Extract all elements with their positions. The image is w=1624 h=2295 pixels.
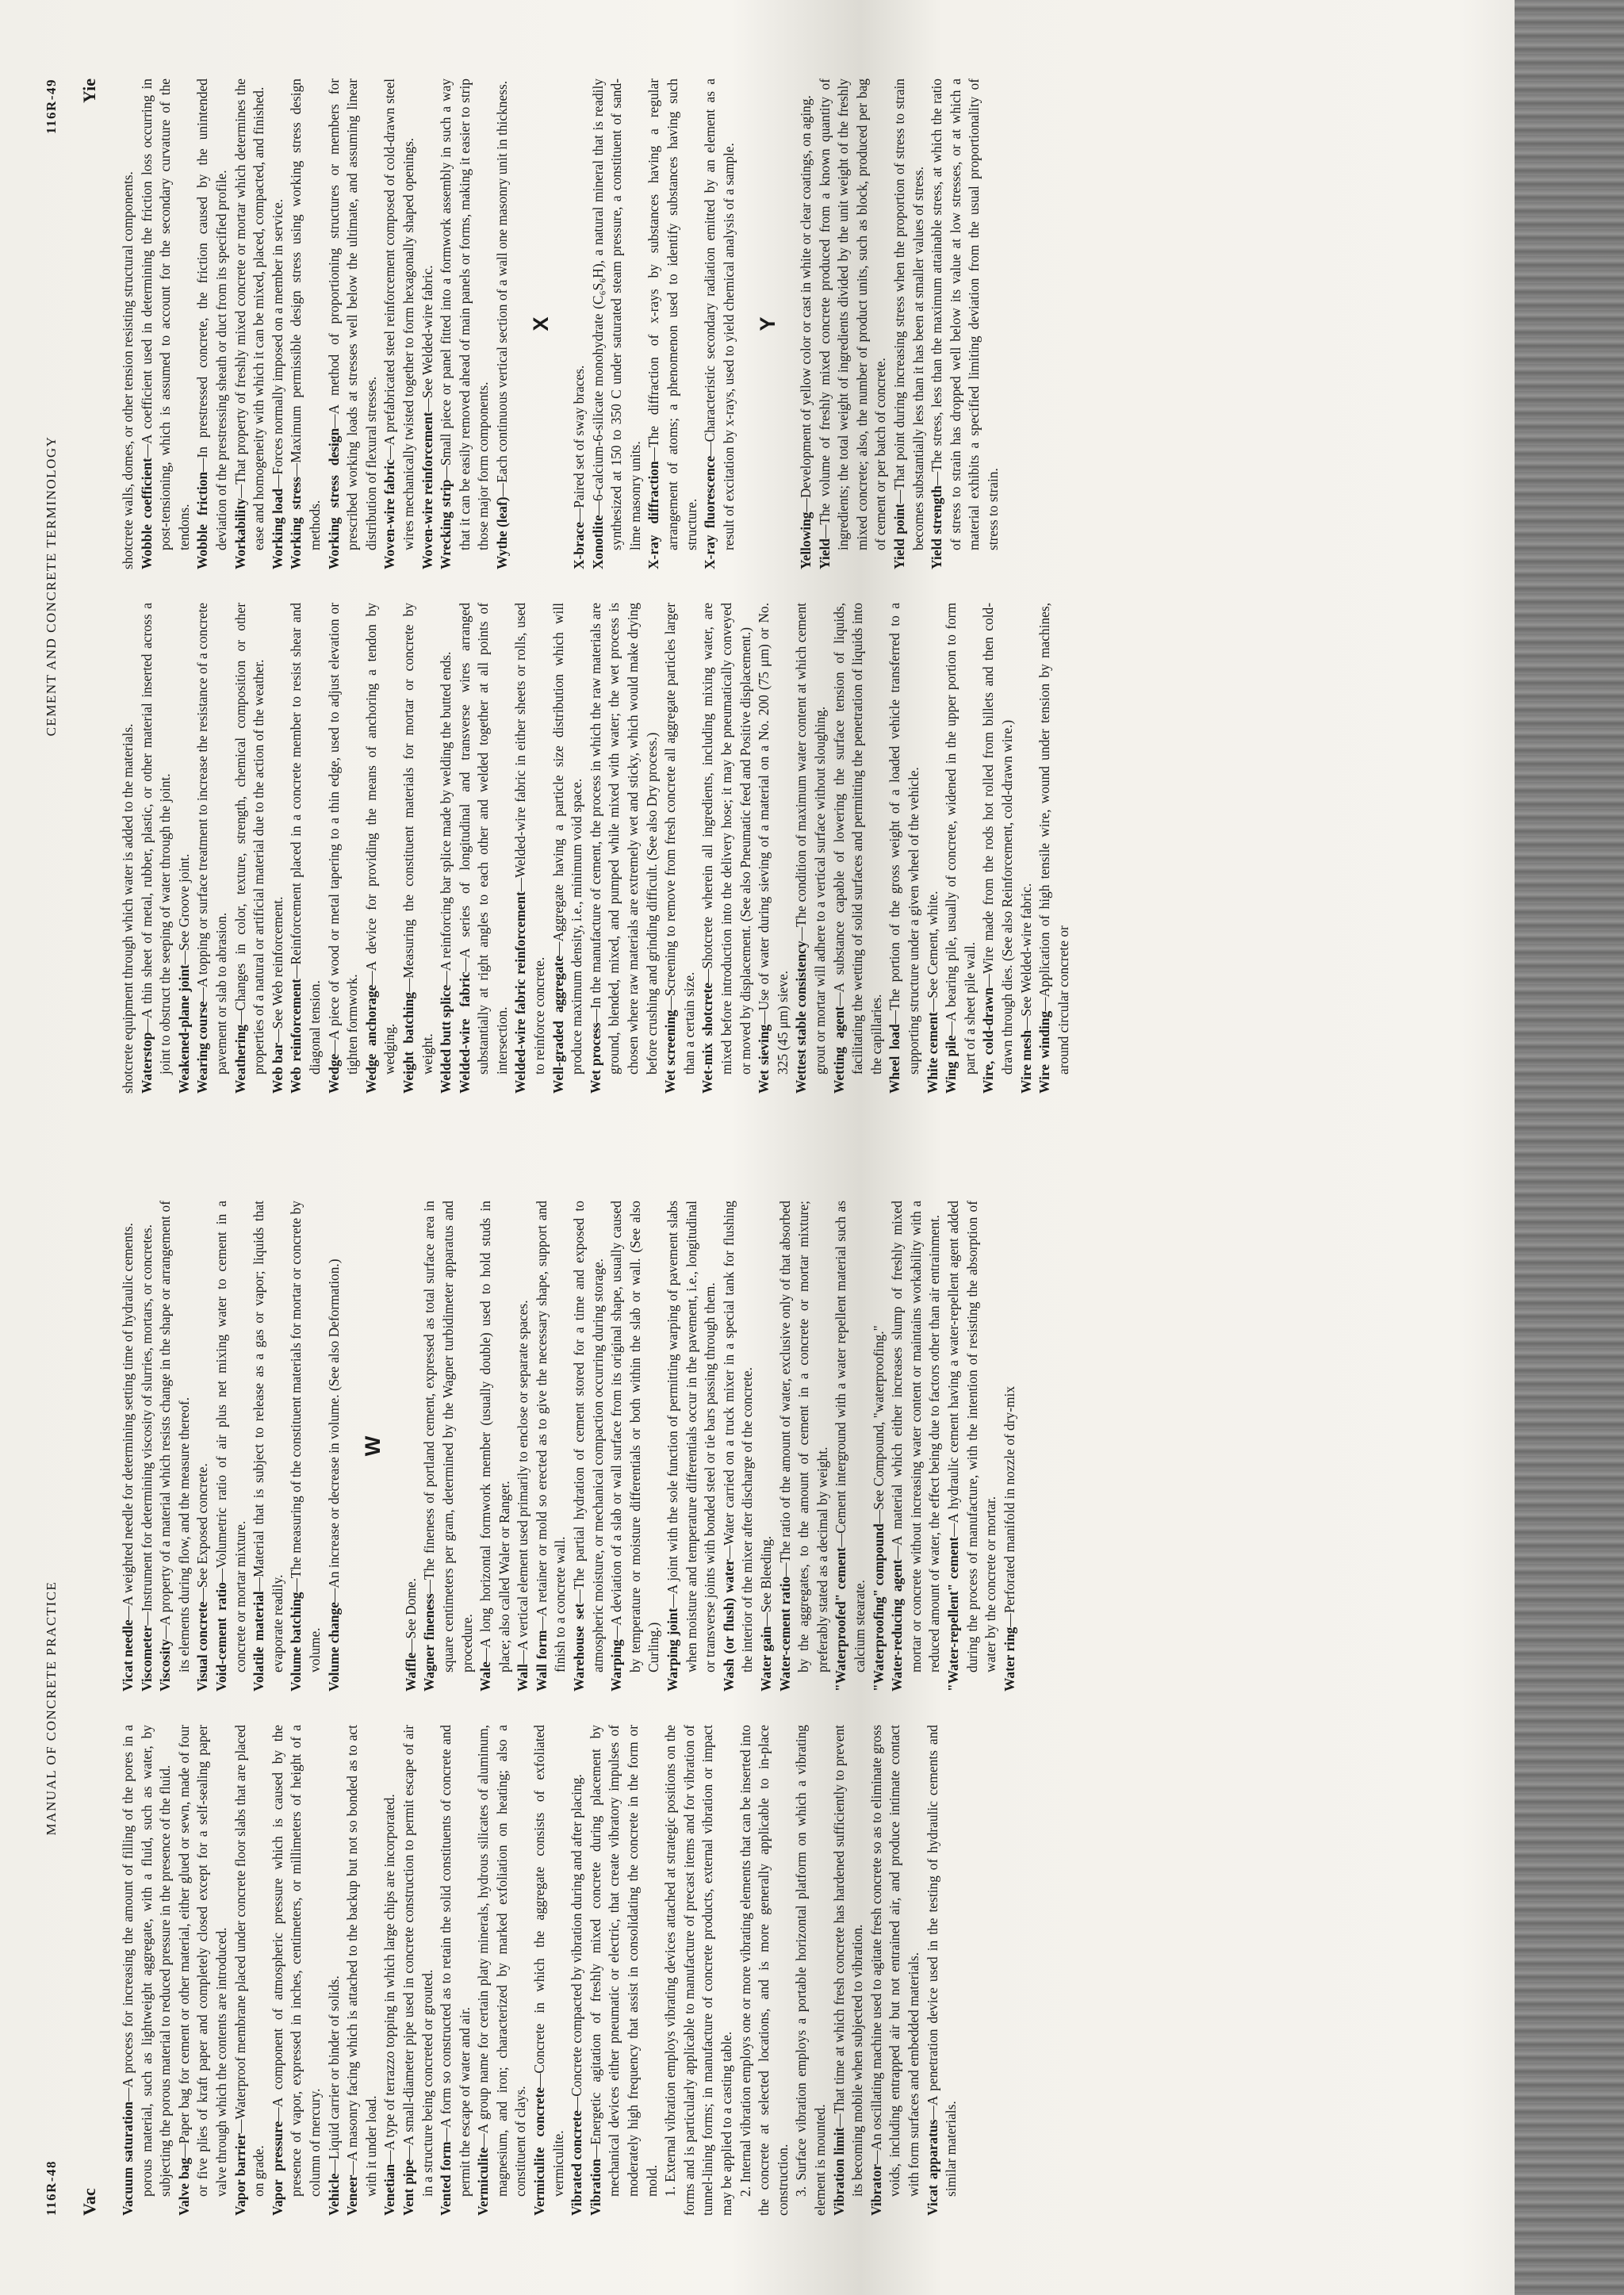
entry-definition: —A small-diameter pipe used in concrete construction to permit escape of air in a structure being concreted or grouted.	[400, 1725, 435, 2197]
glossary-entry	[514, 1201, 533, 1692]
entry-list	[119, 1201, 343, 1692]
running-head	[44, 1201, 67, 2216]
glossary-entry	[816, 79, 891, 569]
entry-term: Volatile material	[251, 1591, 267, 1692]
entry-term: Wrecking strip	[438, 479, 454, 569]
glossary-entry	[550, 603, 587, 1094]
entry-term: Weathering	[232, 1025, 248, 1094]
entry-definition: —Changes in color, texture, strength, chemical composition or other properties of a natural or artificial material due to the action of the weather.	[232, 603, 267, 1075]
entry-definition: —Aggregate having a particle size distribution which will produce maximum density, i.e., minimum void space.	[550, 603, 585, 1075]
entry-term: Water ring	[1001, 1626, 1017, 1692]
running-head	[44, 79, 67, 1094]
entry-term: Welded-wire fabric reinforcement	[512, 891, 529, 1094]
entry-term: Wettest stable consistency	[793, 941, 810, 1094]
numbered-subentry: 3. Surface vibration employs a portable horizontal platform on which a vibrating element is mounted.	[793, 1725, 828, 2216]
entry-definition: —In prestressed concrete, the friction caused by the unintended deviation of the prestressing sheath or duct from its specified profile.	[194, 79, 229, 550]
entry-term: Wagner fineness	[421, 1593, 438, 1692]
glossary-entry	[325, 603, 362, 1094]
entry-term: Workability	[232, 498, 248, 569]
entry-list	[138, 79, 512, 569]
entry-definition: —Perforated manifold in nozzle of dry-mix	[1001, 1385, 1017, 1627]
entry-definition: —Screening to remove from fresh concrete all aggregate particles larger than a certain size.	[662, 603, 697, 1075]
entry-definition: —Energetic agitation of freshly mixed concrete during placement by mechanical devices either pneumatic or electric, that create vibratory impulses of moderately high frequency that assist in consolidating the concrete in the form or mold.	[587, 1725, 660, 2197]
glossary-entry	[477, 1201, 514, 1692]
entry-definition: —Wire made from the rods hot rolled from billets and then cold-drawn through dies. (See also Reinforcement, cold-drawn wire.)	[980, 603, 1015, 1075]
entry-definition: —Paper bag for cement or other material, either glued or sewn, made of four or five plies of kraft paper and completely closed except for a self-sealing paper valve through which the contents are introduced.	[175, 1725, 229, 2197]
glossary-entry	[343, 1725, 381, 2216]
entry-definition: —See Cement, white.	[924, 891, 940, 1013]
section-letter-x: X	[529, 316, 553, 331]
glossary-entry	[325, 1725, 344, 2216]
glossary-entry	[213, 1201, 250, 1692]
left-page	[0, 1153, 1507, 2263]
entry-definition: —Instrument for determining viscosity of slurries, mortars, or concretes.	[138, 1224, 155, 1626]
glossary-entry	[891, 79, 928, 569]
entry-term: Wetting agent	[830, 1006, 847, 1094]
glossary-entry	[400, 1725, 437, 2216]
entry-term: Veneer	[344, 2174, 361, 2216]
entry-definition: —The portion of the gross weight of a loaded vehicle transferred to a supporting structure under a given wheel of the vehicle.	[887, 603, 921, 1075]
entry-term: Web bar	[269, 1042, 285, 1094]
glossary-entry	[570, 1201, 607, 1692]
entry-definition: —A bearing pile, usually of concrete, widened in the upper portion to form part of a sheet pile wall.	[943, 603, 978, 1075]
entry-definition: —An increase or decrease in volume. (See also Deformation.)	[325, 1259, 342, 1603]
entry-definition: —An oscillating machine used to agitate fresh concrete so as to eliminate gross voids, including entrapped air but not entrained air, and produce intimate contact with form surfaces and embedded materials.	[868, 1725, 921, 2197]
entry-definition: —Paired set of sway braces.	[571, 365, 588, 523]
entry-definition: —A device for providing the means of anchoring a tendon by wedging.	[362, 603, 398, 1075]
entry-definition: —Cement interground with a water repellent material such as calcium stearate.	[833, 1201, 868, 1672]
numbered-subentry: 2. Internal vibration employs one or more vibrating elements that can be inserted into the concrete at selected locations, and is more generally applicable to in-place construction.	[737, 1725, 791, 2216]
glossary-entry	[792, 603, 829, 1094]
glossary-entry	[924, 1725, 961, 2216]
glossary-entry	[437, 79, 493, 569]
entry-term: White cement	[924, 1012, 940, 1094]
glossary-entry	[269, 1725, 325, 2216]
entry-definition: —A coefficient used in determining the friction loss occurring in post-tensioning, which is assumed to account for the secondary curvature of the tendons.	[138, 79, 192, 550]
entry-definition: —Each continuous vertical section of a wall one masonry unit in thickness.	[493, 80, 510, 497]
entry-definition: —A reinforcing bar splice made by welding the butted ends.	[438, 651, 454, 985]
entry-definition: —Measuring the constituent materials for mortar or concrete by weight.	[400, 603, 435, 1075]
glossary-entry	[232, 1725, 269, 2216]
entry-term: X-brace	[571, 522, 588, 569]
entry-term: Viscosity	[157, 1638, 174, 1692]
entry-term: Volume batching	[288, 1592, 304, 1692]
glossary-entry	[381, 1725, 400, 2216]
entry-term: Waterstop	[138, 1032, 155, 1094]
glossary-entry	[119, 1201, 138, 1692]
glossary-entry	[979, 603, 1017, 1094]
glossary-entry	[493, 79, 512, 569]
glossary-entry	[511, 603, 549, 1094]
glossary-entry	[402, 1201, 421, 1692]
section-letter-w: W	[361, 1435, 385, 1457]
glossary-entry	[699, 603, 755, 1094]
entry-definition: —Volumetric ratio of air plus net mixing water to cement in a concrete or mortar mixture.	[213, 1201, 248, 1672]
entry-definition: —See Compound, "waterproofing."	[870, 1325, 887, 1524]
entry-term: Well-graded aggregate	[550, 955, 566, 1094]
entry-definition: —Application of high tensile wire, wound under tension by machines, around circular concrete or	[1036, 603, 1071, 1075]
glossary-entry	[888, 1201, 944, 1692]
entry-term: Weight batching	[400, 992, 416, 1094]
entry-term: Woven-wire reinforcement	[419, 412, 435, 569]
glossary-entry	[832, 1201, 869, 1692]
entry-term: Vacuum saturation	[120, 2102, 136, 2216]
glossary-entry	[325, 1201, 344, 1692]
glossary-entry	[474, 1725, 530, 2216]
entry-definition: —Waterproof membrane placed under concrete floor slabs that are placed on grade.	[232, 1725, 267, 2197]
entry-term: Wash (or flush) water	[720, 1559, 737, 1692]
entry-term: Wire mesh	[1017, 1029, 1034, 1094]
entry-term: Vehicle	[325, 2173, 342, 2216]
entry-definition: —A process for increasing the amount of filling of the pores in a porous material, such as lightweight aggregate, with a fluid, such as water, by subjecting the porous material to reduced pressure in the presence of the fluid.	[120, 1725, 174, 2197]
entry-term: Vibrated concrete	[569, 2110, 585, 2216]
entry-term: Working stress	[288, 477, 304, 569]
section-letter-y: Y	[756, 316, 780, 331]
glossary-entry	[645, 79, 701, 569]
glossary-entry	[720, 1201, 757, 1692]
entry-definition: —Small piece or panel fitted into a formwork assembly in such a way that it can be easily removed ahead of main panels or forms, making it easier to strip those major form components.	[438, 79, 492, 550]
entry-term: Water-cement ratio	[776, 1576, 793, 1692]
entry-list	[570, 79, 738, 569]
entry-term: Working stress design	[325, 427, 342, 569]
entry-definition: —The ratio of the amount of water, exclusive only of that absorbed by the aggregates, to the amount of cement in a concrete or mortar mixture; preferably stated as a decimal by weight.	[776, 1201, 830, 1672]
glossary-entry	[530, 1725, 568, 2216]
glossary-entry	[138, 79, 194, 569]
glossary-entry	[1001, 1201, 1020, 1692]
glossary-entry	[287, 79, 324, 569]
entry-term: Wall form	[533, 1630, 550, 1692]
entry-term: Warehouse set	[571, 1603, 588, 1692]
entry-term: Vermiculite	[475, 2147, 492, 2216]
entry-term: Yield strength	[929, 485, 945, 569]
entry-definition: —Characteristic secondary radiation emitted by an element as a result of excitation by x-rays, used to yield chemical analysis of a sample.	[702, 79, 737, 550]
entry-definition: —A component of atmospheric pressure which is caused by the presence of vapor, expressed in inches, centimeters, or millimeters of height of a column of mercury.	[269, 1725, 323, 2197]
entry-definition: —The condition of maximum water content at which cement grout or mortar will adhere to a vertical surface without sloughing.	[793, 603, 828, 1075]
glossary-entry	[587, 603, 661, 1094]
glossary-entry	[437, 1725, 474, 2216]
glossary-entry	[420, 1201, 477, 1692]
glossary-entry	[287, 1201, 324, 1692]
entry-term: Yellowing	[798, 511, 814, 569]
entry-term: X-ray fluorescence	[702, 455, 718, 569]
glossary-entry	[568, 1725, 587, 2216]
entry-definition: —A long horizontal formwork member (usually double) used to hold studs in place; also called Waler or Ranger.	[477, 1201, 512, 1672]
entry-definition: —Welded-wire fabric in either sheets or rolls, used to reinforce concrete.	[512, 603, 548, 1075]
glossary-entry	[269, 79, 288, 569]
glossary-entry	[533, 1201, 570, 1692]
glossary-entry	[1036, 603, 1073, 1094]
entry-definition: —The diffraction of x-rays by substances having a regular arrangement of atoms; a phenomenon used to identify substances having such structure.	[645, 79, 699, 550]
glossary-entry	[587, 1725, 661, 2216]
glossary-entry	[419, 79, 438, 569]
entry-term: Water gain	[758, 1626, 774, 1692]
glossary-entry	[776, 1201, 833, 1692]
glossary-entry	[119, 1725, 175, 2216]
glossary-entry	[868, 1725, 924, 2216]
entry-term: Vermiculite concrete	[531, 2087, 548, 2216]
entry-definition: —A penetration device used in the testing of hydraulic cements and similar materials.	[924, 1725, 959, 2197]
entry-definition: —A vertical element used primarily to enclose or separate spaces.	[515, 1300, 531, 1665]
entry-term: Viscometer	[138, 1625, 155, 1692]
entry-term: Web reinforcement	[288, 979, 304, 1094]
entry-definition: —The measuring of the constituent materials for mortar or concrete by volume.	[288, 1201, 323, 1672]
entry-term: "Waterproofed" cement	[833, 1547, 849, 1692]
glossary-entry	[381, 79, 418, 569]
entry-term: Warping joint	[665, 1607, 681, 1692]
entry-term: Wall	[515, 1664, 531, 1692]
glossary-entry	[193, 1201, 213, 1692]
entry-definition: —A hydraulic cement having a water-repellent agent added during the process of manufacture, with the intention of resisting the absorption of water by the concrete or mortar.	[944, 1201, 999, 1672]
entry-term: Warping	[608, 1639, 625, 1692]
page-folio: 116R-49	[44, 79, 59, 134]
entry-definition: —A prefabricated steel reinforcement composed of cold-drawn steel wires mechanically twisted together to form hexagonally shaped openings.	[381, 79, 416, 550]
entry-term: Wire, cold-drawn	[980, 987, 997, 1094]
entry-definition: —Water carried on a truck mixer in a special tank for flushing the interior of the mixer after discharge of the concrete.	[720, 1201, 756, 1672]
entry-list	[138, 603, 1074, 1094]
glossary-entry	[138, 603, 175, 1094]
entry-definition: —A material which either increases slump of freshly mixed mortar or concrete without increasing water content or maintains workability with a reduced amount of water, the effect being due to factors other than air entrainment.	[889, 1201, 943, 1672]
entry-definition: —6-calcium-6-silicate monohydrate (C₆S₆H), a natural mineral that is readily synthesized at 150 to 350 C under saturated steam pressure, a constituent of sand-lime masonry units.	[589, 79, 643, 550]
entry-term: Welded butt splice	[438, 984, 454, 1094]
numbered-subentry: 1. External vibration employs vibrating devices attached at strategic positions on the forms and is particularly applicable to manufacture of precast items and for vibration of tunnel-lining forms; in manufacture of concrete products, external vibration or impact may be applied to a casting table.	[662, 1725, 734, 2216]
entry-term: Vibrator	[868, 2163, 884, 2216]
glossary-entry	[886, 603, 923, 1094]
glossary-entry	[400, 603, 437, 1094]
entry-term: Yield point	[891, 504, 907, 569]
glossary-entry	[942, 603, 979, 1094]
glossary-entry	[755, 603, 792, 1094]
glossary-entry	[232, 79, 269, 569]
glossary-entry	[830, 603, 887, 1094]
running-title: CEMENT AND CONCRETE TERMINOLOGY	[44, 435, 59, 737]
entry-definition: —A weighted needle for determining setting time of hydraulic cements.	[120, 1223, 136, 1620]
glossary-entry	[325, 79, 381, 569]
glossary-entry	[1017, 603, 1036, 1094]
entry-definition: —See Bleeding.	[758, 1535, 774, 1626]
glossary-entry	[870, 1201, 889, 1692]
column-2	[119, 1201, 1483, 1692]
glossary-entry	[701, 79, 738, 569]
entry-definition: —The fineness of portland cement, expressed as total surface area in square centimeters per gram, determined by the Wagner turbidimeter apparatus and procedure.	[421, 1201, 475, 1672]
entry-list	[402, 1201, 1020, 1692]
entry-definition: —A deviation of a slab or wall surface from its original shape, usually caused by temperature or moisture differentials or both within the slab or wall. (See also Curling.)	[608, 1201, 662, 1672]
glossary-entry	[287, 603, 324, 1094]
entry-definition: —Forces normally imposed on a member in service.	[269, 198, 285, 489]
glossary-entry	[570, 79, 589, 569]
entry-term: "Water-repellent" cement	[944, 1537, 961, 1692]
text-columns	[119, 1201, 1483, 2216]
entry-definition: —See Exposed concrete.	[194, 1463, 211, 1602]
entry-list	[119, 1725, 661, 2216]
entry-term: Vicat needle	[120, 1619, 136, 1692]
glossary-entry	[437, 603, 456, 1094]
entry-definition: —See Web reinforcement.	[269, 896, 285, 1043]
glossary-entry	[175, 1725, 232, 2216]
entry-definition: —A retainer or mold so erected as to give the necessary shape, support and finish to a concrete wall.	[533, 1201, 569, 1672]
glossary-entry	[232, 603, 269, 1094]
glossary-entry	[589, 79, 645, 569]
continued-text: shotcrete walls, domes, or other tension resisting structural components.	[120, 171, 136, 569]
continued-text: shotcrete equipment through which water is added to the materials.	[120, 723, 136, 1094]
entry-term: Yield	[816, 538, 833, 569]
entry-definition: —Use of water during sieving of a material on a No. 200 (75 μm) or No. 325 (45 μm) sieve.	[756, 603, 791, 1075]
page-folio: 116R-48	[44, 2160, 59, 2216]
entry-definition: —A piece of wood or metal tapering to a thin edge, used to adjust elevation or tighten formwork.	[325, 603, 361, 1075]
entry-term: Wet process	[587, 1022, 603, 1094]
entry-definition: —See Groove joint.	[175, 853, 192, 965]
glossary-entry	[362, 603, 400, 1094]
entry-definition: —A form so constructed as to retain the solid constituents of concrete and permit the escape of water and air.	[438, 1725, 473, 2197]
glossary-entry	[456, 603, 512, 1094]
entry-term: Wire winding	[1036, 1010, 1053, 1094]
entry-term: Wet sieving	[756, 1024, 772, 1094]
glossary-entry	[661, 603, 699, 1094]
entry-definition: —Shotcrete wherein all ingredients, including mixing water, are mixed before introduction into the delivery hose; it may be pneumatically conveyed or moved by displacement. (See also Pneumatic feed and Positive displacement.)	[699, 603, 753, 1075]
entry-definition: —That point during increasing stress when the proportion of stress to strain becomes substantially less than it has been at smaller values of stress.	[891, 79, 926, 550]
entry-term: Vibration	[587, 2159, 603, 2216]
glossary-entry	[928, 79, 1002, 569]
entry-definition: —That time at which fresh concrete has hardened sufficiently to prevent its becoming mobile when subjected to vibration.	[830, 1725, 866, 2197]
entry-definition: —A series of longitudinal and transverse wires arranged substantially at right angles to each other and welded together at all points of intersection.	[456, 603, 510, 1075]
entry-term: Wedge anchorage	[362, 984, 379, 1094]
glossary-entry	[944, 1201, 1001, 1692]
entry-definition: —A masonry facing which is attached to the backup but not so bonded as to act with it under load.	[344, 1725, 379, 2197]
entry-definition: —A thin sheet of metal, rubber, plastic, or other material inserted across a joint to obstruct the seeping of water through the joint.	[138, 603, 174, 1075]
entry-definition: —In the manufacture of cement, the process in which the raw materials are ground, blended, mixed, and pumped while mixed with water; the wet process is chosen where raw materials are extremely wet and sticky, which would make drying before crushing and grinding difficult. (See also Dry process.)	[587, 603, 660, 1075]
entry-term: Working load	[269, 489, 285, 569]
entry-definition: —That property of freshly mixed concrete or mortar which determines the ease and homogeneity with which it can be mixed, placed, compacted, and finished.	[232, 79, 267, 550]
entry-term: Volume change	[325, 1602, 342, 1692]
entry-definition: —A method of proportioning structures or members for prescribed working loads at stresses well below the ultimate, and assuming linear distribution of flexural stresses.	[325, 79, 379, 550]
entry-definition: —A substance capable of lowering the surface tension of liquids, facilitating the wetting of solid surfaces and permitting the penetration of liquids into the capillaries.	[830, 603, 884, 1075]
entry-term: Wobble friction	[194, 471, 211, 569]
entry-term: Waffle	[402, 1652, 419, 1692]
entry-term: Wet-mix shotcrete	[699, 983, 716, 1094]
entry-term: Wing pile	[943, 1035, 959, 1094]
entry-term: Water-reducing agent	[889, 1559, 906, 1692]
glossary-entry	[757, 1201, 776, 1692]
glossary-entry	[607, 1201, 664, 1692]
entry-term: Vented form	[438, 2141, 454, 2216]
entry-definition: —A property of a material which resists change in the shape or arrangement of its elements during flow, and the measure thereof.	[157, 1201, 192, 1672]
glossary-entry	[924, 603, 943, 1094]
column-1	[119, 1725, 1483, 2216]
glossary-entry	[138, 1201, 157, 1692]
entry-term: Woven-wire fabric	[381, 459, 398, 569]
entry-definition: —The stress, less than the maximum attainable stress, at which the ratio of stress to strain has dropped well below its value at low stresses, or at which a material exhibits a specified limiting deviation from the usual proportionality of stress to strain.	[929, 79, 1001, 550]
guide-word: Vac	[79, 2188, 99, 2216]
entry-definition: —The partial hydration of cement stored for a time and exposed to atmospheric moisture, or mechanical compaction occurring during storage.	[571, 1201, 606, 1672]
entry-definition: —See Welded-wire fabric.	[1017, 883, 1034, 1030]
entry-term: Xonotlite	[589, 515, 606, 569]
entry-term: Void-cement ratio	[213, 1582, 229, 1692]
entry-definition: —Concrete in which the aggregate consists of exfoliated vermiculite.	[531, 1725, 566, 2197]
entry-definition: —A topping or surface treatment to increase the resistance of a concrete pavement or slab to abrasion.	[194, 603, 229, 1075]
entry-definition: —Concrete compacted by vibration during and after placing.	[569, 1774, 585, 2111]
entry-list	[797, 79, 1003, 569]
glossary-entry	[193, 79, 231, 569]
right-page	[0, 31, 1507, 1141]
entry-term: Welded-wire fabric	[456, 971, 473, 1094]
glossary-entry	[830, 1725, 868, 2216]
entry-term: Weakened-plane joint	[175, 964, 192, 1094]
entry-term: Wale	[477, 1661, 494, 1692]
text-columns	[119, 79, 1483, 1094]
column-1	[119, 603, 1483, 1094]
entry-definition: —A type of terrazzo topping in which large chips are incorporated.	[381, 1794, 398, 2164]
entry-term: Vapor barrier	[232, 2133, 248, 2216]
entry-term: Wearing course	[194, 1001, 211, 1094]
entry-definition: —Liquid carrier or binder of solids.	[325, 1975, 342, 2174]
scanner-edge	[1515, 0, 1624, 2295]
entry-term: Visual concrete	[194, 1601, 211, 1692]
entry-term: Wobble coefficient	[138, 458, 155, 569]
entry-term: Vibration limit	[830, 2127, 847, 2216]
entry-list	[830, 1725, 961, 2216]
glossary-entry	[250, 1201, 287, 1692]
glossary-entry	[175, 603, 194, 1094]
entry-term: Wet screening	[662, 1010, 679, 1094]
entry-term: Wheel load	[887, 1024, 903, 1094]
entry-definition: —See Dome.	[402, 1578, 419, 1653]
entry-term: Wythe (leaf)	[493, 496, 510, 569]
entry-definition: —Maximum permissible design stress using working stress design methods.	[288, 79, 323, 550]
glossary-entry	[797, 79, 816, 569]
column-2	[119, 79, 1483, 569]
entry-term: "Waterproofing" compound	[870, 1523, 887, 1692]
guide-word: Yie	[79, 79, 99, 103]
entry-term: Vapor pressure	[269, 2121, 285, 2216]
entry-definition: —A joint with the sole function of permitting warping of pavement slabs when moisture and temperature differentials occur in the pavement, i.e., longitudinal or transverse joints with bonded steel or tie bars passing through them.	[665, 1201, 718, 1672]
entry-term: Vent pipe	[400, 2159, 416, 2216]
entry-term: Valve bag	[175, 2157, 192, 2216]
entry-term: X-ray diffraction	[645, 461, 662, 569]
entry-definition: —Reinforcement placed in a concrete member to resist shear and diagonal tension.	[288, 603, 323, 1075]
sub-list	[661, 1725, 829, 2216]
entry-term: Wedge	[325, 1053, 342, 1094]
entry-term: Vicat apparatus	[924, 2119, 940, 2216]
entry-definition: —Development of yellow color or cast in white or clear coatings, on aging.	[798, 95, 814, 512]
entry-definition: —A group name for certain platy minerals, hydrous silicates of aluminum, magnesium, and iron; characterized by marked exfoliation on heating; also a constituent of clays.	[475, 1725, 529, 2197]
glossary-entry	[664, 1201, 720, 1692]
entry-term: Venetian	[381, 2163, 398, 2216]
running-title: MANUAL OF CONCRETE PRACTICE	[44, 1580, 59, 1836]
glossary-entry	[193, 603, 231, 1094]
entry-definition: —See Welded-wire fabric.	[419, 265, 435, 412]
entry-definition: —The volume of freshly mixed concrete produced from a known quantity of ingredients; the total weight of ingredients divided by the unit weight of the freshly mixed concrete; also, the number of product units, such as block, produced per bag of cement or per batch of concrete.	[816, 79, 889, 550]
entry-definition: —Material that is subject to release as a gas or vapor; liquids that evaporate readily.	[251, 1201, 285, 1672]
glossary-entry	[269, 603, 288, 1094]
glossary-entry	[156, 1201, 193, 1692]
